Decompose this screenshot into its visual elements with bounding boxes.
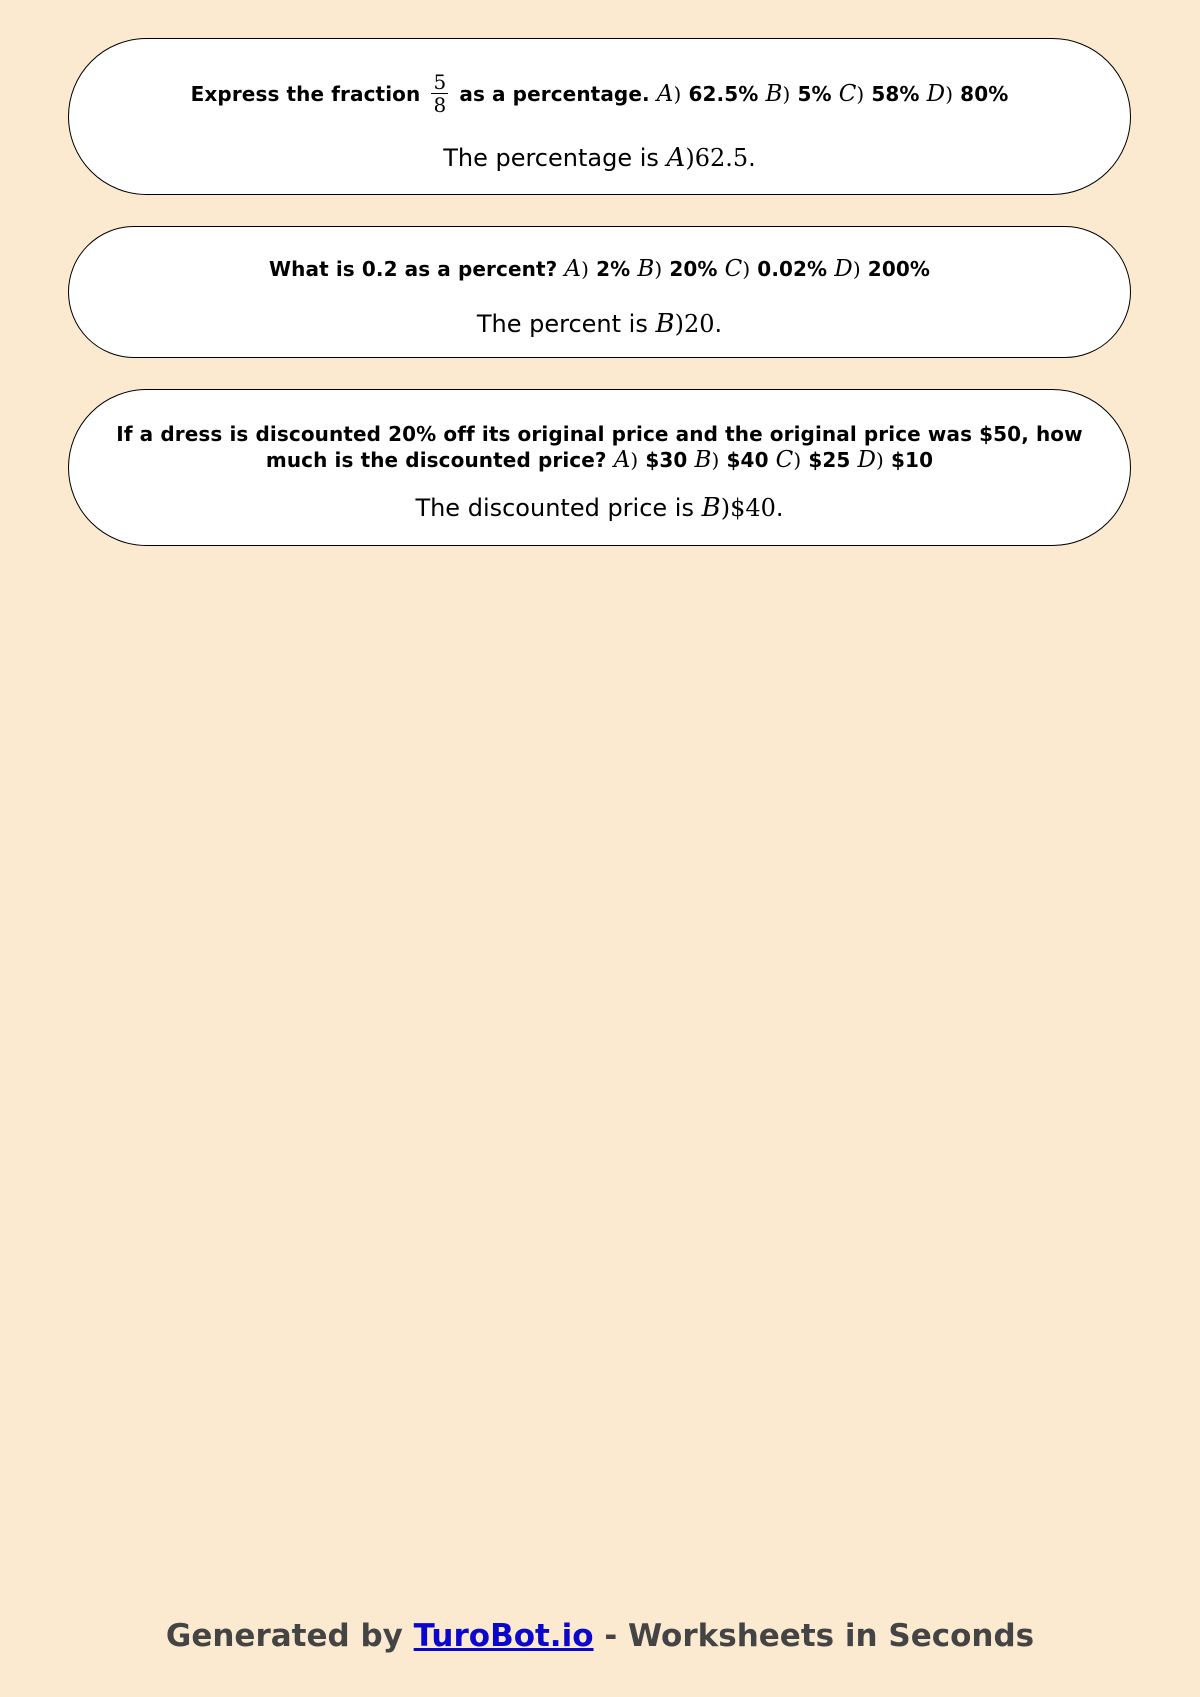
option-text: 0.02% (757, 257, 828, 281)
question-intro-line-2: much is the discounted price? (265, 448, 607, 472)
option-text: 62.5% (688, 82, 759, 106)
option-text: 80% (960, 82, 1009, 106)
option-text: 58% (871, 82, 920, 106)
option-text: 200% (867, 257, 930, 281)
option-text: $40 (726, 448, 769, 472)
answer-paren: ) (720, 494, 731, 522)
option-text: $10 (891, 448, 934, 472)
answer-value: $40 (730, 494, 776, 522)
question-intro: Express the fraction (190, 82, 421, 106)
fraction-numerator: 5 (433, 70, 447, 94)
answer-prefix: The discounted price is (415, 494, 694, 522)
option-paren: ) (782, 82, 791, 106)
option-paren: ) (630, 448, 639, 472)
footer-suffix: - Worksheets in Seconds (604, 1618, 1035, 1654)
option-paren: ) (793, 448, 802, 472)
question-card-3 (68, 389, 1131, 546)
answer-text (89, 143, 1110, 173)
question-intro: What is 0.2 as a percent? (269, 257, 558, 281)
question-text (89, 70, 1110, 118)
option-paren: ) (876, 448, 884, 472)
turobot-link[interactable]: TuroBot.io (413, 1618, 594, 1654)
answer-paren: ) (674, 310, 684, 338)
footer-prefix: Generated by (165, 1618, 403, 1654)
option-paren: ) (711, 448, 720, 472)
answer-suffix: . (748, 144, 756, 172)
option-letter: D (857, 447, 877, 473)
option-text: 2% (596, 257, 631, 281)
answer-value: 20 (683, 310, 715, 338)
option-letter: B (637, 256, 655, 282)
option-letter: C (775, 447, 794, 473)
option-letter: B (765, 81, 783, 107)
answer-suffix: . (775, 494, 784, 522)
answer-suffix: . (714, 310, 723, 338)
answer-letter: B (655, 309, 675, 339)
answer-letter: B (701, 493, 721, 523)
option-paren: ) (581, 257, 590, 281)
fraction-denominator: 8 (433, 93, 447, 117)
option-letter: D (834, 256, 853, 282)
answer-paren: ) (685, 144, 695, 172)
option-letter: D (926, 81, 946, 107)
question-text (89, 421, 1110, 473)
answer-prefix: The percent is (476, 310, 648, 338)
option-letter: C (838, 81, 857, 107)
option-paren: ) (856, 82, 865, 106)
option-text: 20% (669, 257, 718, 281)
answer-prefix: The percentage is (443, 144, 659, 172)
answer-value: 62.5 (694, 144, 749, 172)
option-text: $25 (808, 448, 851, 472)
option-paren: ) (945, 82, 954, 106)
option-letter: C (724, 256, 743, 282)
answer-text (89, 309, 1110, 339)
question-intro-line-1: If a dress is discounted 20% off its original price and the original price was $50, how (116, 422, 1083, 446)
option-letter: B (694, 447, 712, 473)
option-paren: ) (852, 257, 861, 281)
question-text (89, 256, 1110, 282)
answer-text (89, 493, 1110, 523)
question-card-1 (68, 38, 1131, 195)
option-text: $30 (645, 448, 688, 472)
option-letter: A (613, 447, 631, 473)
footer (0, 1618, 1200, 1654)
option-letter: A (656, 81, 674, 107)
option-paren: ) (742, 257, 751, 281)
answer-letter: A (666, 143, 686, 173)
question-continuation: as a percentage. (459, 82, 650, 106)
option-paren: ) (673, 82, 682, 106)
option-letter: A (564, 256, 582, 282)
option-text: 5% (797, 82, 832, 106)
fraction (431, 71, 448, 116)
option-paren: ) (654, 257, 663, 281)
question-card-2 (68, 226, 1131, 358)
